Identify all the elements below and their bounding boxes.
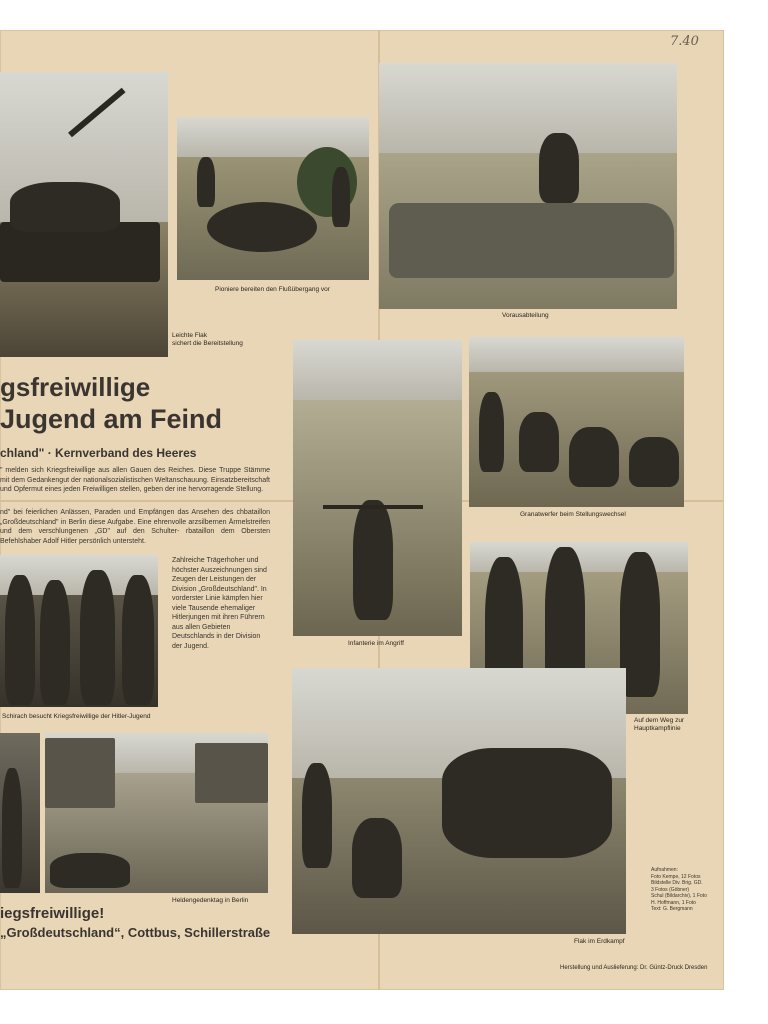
- caption-pioneers: Pioniere bereiten den Flußübergang vor: [215, 286, 330, 293]
- photo-pioneers: [177, 117, 369, 280]
- body-second: nd" bei feierlichen Anlässen, Paraden und Empfängen das Ansehen des chbataillon „Großdeutschland" in Berlin diese Aufgabe. Eine ehrenvolle arzsilbernen Ärmelstreifen und dem verschlungenen „GD" auf den Schulter- rbataillon dem Obersten Befehlshaber Adolf Hitler persönlich untersteht.: [0, 509, 270, 545]
- photo-heroes-memorial-day: [45, 733, 268, 893]
- handwritten-note: 7.40: [670, 34, 699, 49]
- caption-advance-detachment: Vorausabteilung: [502, 312, 549, 319]
- bottom-line2: „Großdeutschland“, Cottbus, Schillerstraße: [0, 925, 271, 940]
- photo-ceremony-left: [0, 733, 40, 893]
- printer-line: Herstellung und Auslieferung: Dr. Güntz-Druck Dresden: [560, 965, 708, 971]
- photo-mortar: [469, 337, 684, 507]
- caption-infantry: Infanterie im Angriff: [348, 640, 404, 647]
- body-column: Zahlreiche Trägerhoher und höchster Auszeichnungen sind Zeugen der Leistungen der Division „Großdeutschland". In vorderster Linie kämpfen hier viele Tausende ehemaliger Hitlerjungen mit ihren Führern aus allen Gebieten Deutschlands in der Division der Jugend.: [172, 557, 267, 650]
- photo-credits: Aufnahmen: Foto Kempe, 12 Fotos Bildstelle Div. Brig. GD. 3 Fotos (Göbner) Schul (Bildarchiv), 1 Foto H. Hoffmann, 1 Foto Text: G. Bergmann: [651, 867, 707, 912]
- photo-flak-ground-combat: [292, 668, 626, 934]
- body-intro: " melden sich Kriegsfreiwillige aus allen Gauen des Reiches. Diese Truppe Stämme mit dem Gedankengut der nationalsozialistischen Weltanschauung. Einsatzbereitschaft und Opfermut eines jeden Freiwilligen stellen, geben der ine hervorragende Stellung.: [0, 467, 270, 493]
- caption-mortar: Granatwerfer beim Stellungswechsel: [520, 511, 626, 518]
- photo-light-flak: [0, 72, 168, 357]
- caption-on-the-way: Auf dem Weg zur Hauptkampflinie: [634, 717, 685, 732]
- caption-schirach: Schirach besucht Kriegsfreiwillige der Hitler-Jugend: [2, 713, 151, 720]
- caption-heroes-day: Heldengedenktag in Berlin: [172, 897, 249, 904]
- caption-flak-ground: Flak im Erdkampf: [574, 938, 625, 945]
- photo-youth-volunteers: [0, 555, 158, 707]
- bottom-line1: iegsfreiwillige!: [0, 905, 105, 922]
- headline-subtitle: chland" · Kernverband des Heeres: [0, 446, 197, 460]
- caption-light-flak: Leichte Flak sichert die Bereitstellung: [172, 332, 243, 347]
- photo-advance-detachment: [379, 63, 677, 309]
- photo-infantry-attack: [293, 340, 462, 636]
- headline-line1: gsfreiwillige: [0, 372, 151, 402]
- headline-line2: Jugend am Feind: [0, 404, 223, 434]
